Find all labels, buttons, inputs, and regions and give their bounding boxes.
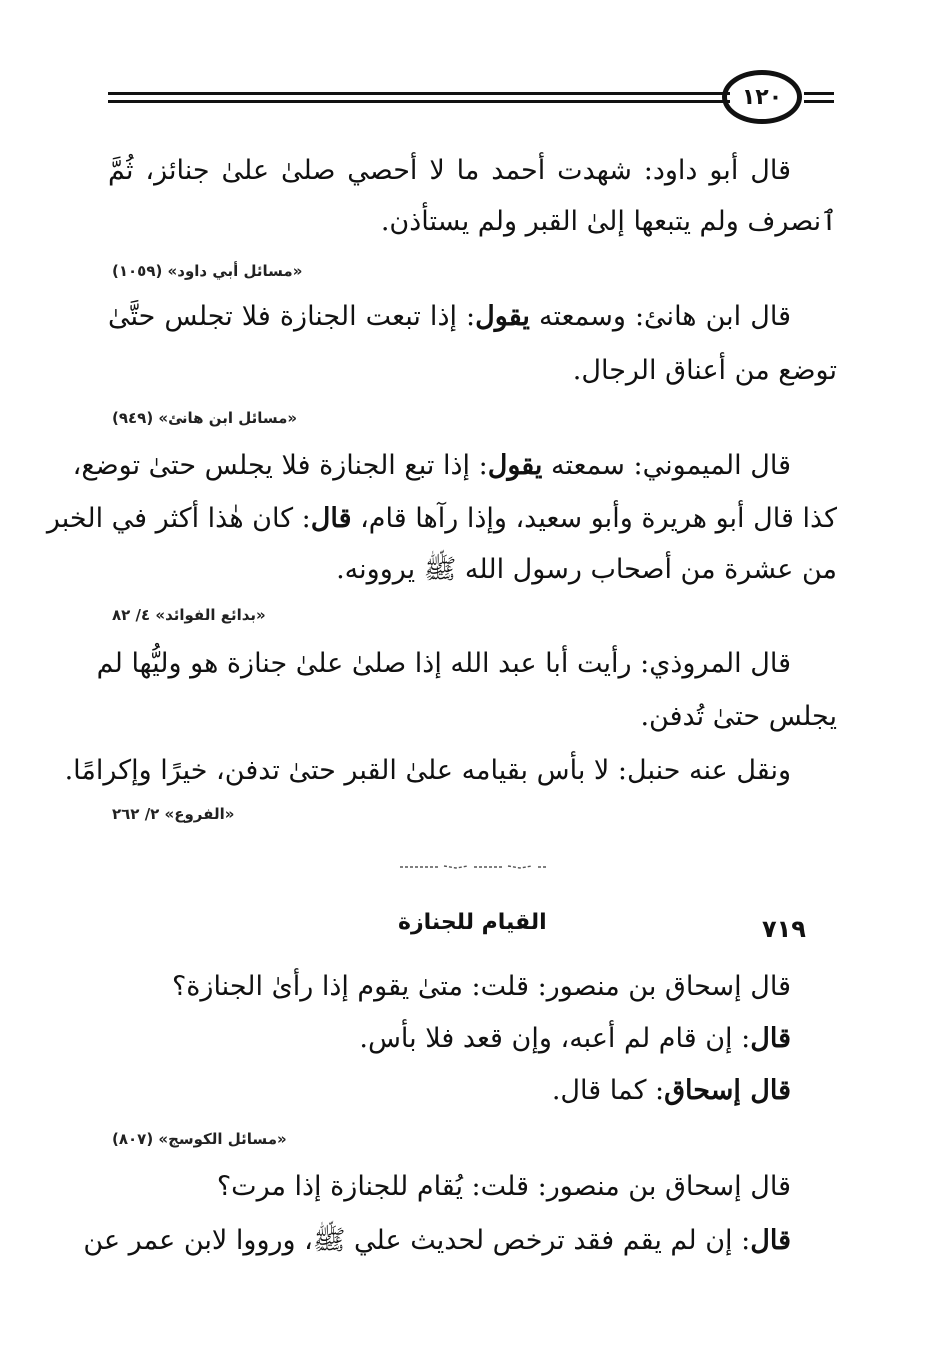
text-span: : إن قام لم أعبه، وإن قعد فلا بأس. — [359, 1023, 751, 1054]
bold-span: قال — [750, 1023, 791, 1054]
bold-span: قال — [750, 1225, 791, 1256]
header-rule-right — [804, 92, 834, 95]
text-span: : إذا تبعت الجنازة فلا تجلس حتَّىٰ — [108, 301, 476, 332]
text-span: قال ابن هانئ: وسمعته — [529, 301, 791, 332]
paragraph-line — [83, 1225, 837, 1256]
paragraph-line — [46, 503, 837, 534]
source-citation: «الفروع» ٢/ ٢٦٢ — [112, 805, 235, 823]
source-citation: «مسائل الكوسج» (٨٠٧) — [112, 1130, 287, 1148]
source-citation: «مسائل ابن هانئ» (٩٤٩) — [112, 409, 298, 427]
source-citation: «بدائع الفوائد» ٤/ ٨٢ — [112, 606, 266, 624]
ornament-divider — [398, 864, 548, 870]
paragraph-line: قال إسحاق بن منصور: قلت: متىٰ يقوم إذا رأىٰ الجنازة؟ — [171, 971, 791, 1002]
page-number: ١٢٠ — [741, 84, 783, 110]
paragraph-line: ٱنصرف ولم يتبعها إلىٰ القبر ولم يستأذن. — [380, 206, 837, 237]
header-rule — [108, 100, 730, 103]
text-span: : إن لم يقم فقد ترخص لحديث علي ﷺ، ورووا لابن عمر عن — [83, 1225, 751, 1256]
text-span: كذا قال أبو هريرة وأبو سعيد، وإذا رآها قام، — [351, 503, 837, 534]
paragraph-line: من عشرة من أصحاب رسول الله ﷺ يروونه. — [336, 554, 837, 585]
section-number: ٧١٩ — [762, 915, 806, 943]
paragraph-line: توضع من أعناق الرجال. — [572, 355, 837, 386]
text-span: قال الميموني: سمعته — [542, 450, 791, 481]
text-span: : كان هٰذا أكثر في الخبر — [46, 503, 311, 534]
paragraph-line: قال إسحاق بن منصور: قلت: يُقام للجنازة إذا مرت؟ — [216, 1171, 791, 1202]
paragraph-line: يجلس حتىٰ تُدفن. — [640, 701, 837, 732]
paragraph-line — [108, 303, 837, 330]
page-number-badge — [722, 70, 802, 124]
bold-span: يقول — [487, 450, 543, 481]
header-rule — [108, 92, 730, 95]
bold-span: قال إسحاق — [664, 1075, 791, 1106]
paragraph-line — [552, 1077, 837, 1104]
paragraph-line — [72, 450, 837, 481]
paragraph-line: قال المروذي: رأيت أبا عبد الله إذا صلىٰ علىٰ جنازة هو وليُّها لم — [96, 648, 791, 679]
text-span: : إذا تبع الجنازة فلا يجلس حتىٰ توضع، — [72, 450, 488, 481]
text-span: : كما قال. — [551, 1075, 665, 1106]
bold-span: قال — [310, 503, 352, 534]
paragraph-line — [359, 1025, 837, 1052]
source-citation: «مسائل أبي داود» (١٠٥٩) — [112, 262, 303, 280]
section-title: القيام للجنازة — [398, 910, 547, 935]
paragraph-line: قال أبو داود: شهدت أحمد ما لا أحصي صلىٰ علىٰ جنائز، ثُمَّ — [108, 155, 791, 186]
paragraph-line: ونقل عنه حنبل: لا بأس بقيامه علىٰ القبر حتىٰ تدفن، خيرًا وإكرامًا. — [64, 755, 791, 786]
header-rule-right — [804, 100, 834, 103]
bold-span: يقول — [475, 301, 530, 332]
